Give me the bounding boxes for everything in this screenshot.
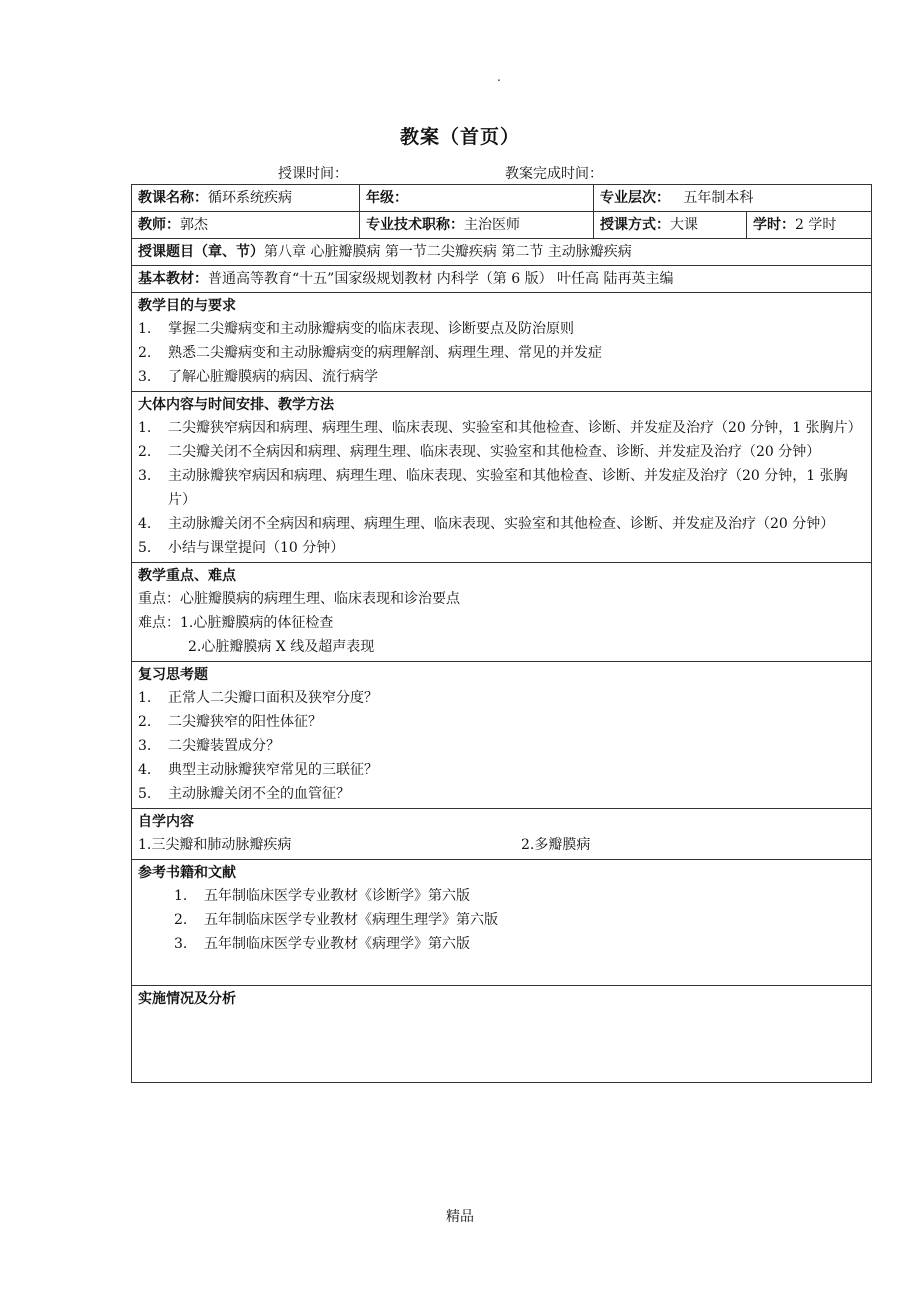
content-num: 2. — [138, 444, 152, 460]
reference-item — [138, 932, 865, 956]
review-text: 典型主动脉瓣狭窄常见的三联征？ — [168, 762, 378, 778]
title-label: 专业技术职称： — [366, 217, 464, 233]
review-heading: 复习思考题 — [138, 667, 208, 683]
content-text: 二尖瓣关闭不全病因和病理、病理生理、临床表现、实验室和其他检查、诊断、并发症及治疗（20 分钟） — [168, 444, 821, 460]
hours-value: 2 学时 — [795, 217, 837, 233]
keypoints-cell — [132, 563, 872, 662]
title-cell — [360, 212, 594, 239]
row-review — [132, 662, 872, 809]
complete-time-label: 教案完成时间： — [505, 166, 603, 182]
hours-label: 学时： — [753, 217, 795, 233]
review-num: 4. — [138, 762, 152, 778]
references-heading: 参考书籍和文献 — [138, 865, 236, 881]
self-study-heading: 自学内容 — [138, 814, 194, 830]
objective-item — [138, 365, 865, 389]
content-text: 主动脉瓣狭窄病因和病理、病理生理、临床表现、实验室和其他检查、诊断、并发症及治疗（20 分钟，1 张胸片） — [168, 468, 848, 508]
keypoints-heading: 教学重点、难点 — [138, 568, 236, 584]
review-cell — [132, 662, 872, 809]
content-num: 1. — [138, 420, 152, 436]
objective-text: 掌握二尖瓣病变和主动脉瓣病变的临床表现、诊断要点及防治原则 — [168, 321, 574, 337]
time-line — [0, 163, 920, 183]
content-cell — [132, 392, 872, 563]
row-teacher — [132, 212, 872, 239]
level-cell — [594, 185, 872, 212]
content-item — [138, 464, 865, 512]
teacher-label: 教师： — [138, 217, 180, 233]
review-num: 1. — [138, 690, 152, 706]
textbook-cell — [132, 266, 872, 293]
mode-cell — [594, 212, 747, 239]
row-textbook — [132, 266, 872, 293]
content-text: 主动脉瓣关闭不全病因和病理、病理生理、临床表现、实验室和其他检查、诊断、并发症及治疗（20 分钟） — [168, 516, 835, 532]
textbook-label: 基本教材： — [138, 271, 208, 287]
row-self-study — [132, 809, 872, 860]
content-text: 小结与课堂提问（10 分钟） — [168, 540, 345, 556]
content-item — [138, 536, 865, 560]
objectives-heading: 教学目的与要求 — [138, 298, 236, 314]
review-text: 二尖瓣装置成分？ — [168, 738, 280, 754]
objective-text: 熟悉二尖瓣病变和主动脉瓣病变的病理解剖、病理生理、常见的并发症 — [168, 345, 602, 361]
page-dot: . — [497, 70, 501, 84]
review-item — [138, 686, 865, 710]
content-num: 4. — [138, 516, 152, 532]
review-item — [138, 710, 865, 734]
difficulty-text-2: 2.心脏瓣膜病 X 线及超声表现 — [188, 639, 375, 655]
content-item — [138, 440, 865, 464]
reference-item — [138, 908, 865, 932]
objective-num: 1. — [138, 321, 152, 337]
grade-label: 年级： — [366, 190, 408, 206]
row-implementation — [132, 986, 872, 1083]
content-text: 二尖瓣狭窄病因和病理、病理生理、临床表现、实验室和其他检查、诊断、并发症及治疗（20 分钟，1 张胸片） — [168, 420, 862, 436]
teacher-cell — [132, 212, 360, 239]
course-label: 教课名称： — [138, 190, 208, 206]
reference-text: 五年制临床医学专业教材《病理学》第六版 — [204, 936, 470, 952]
grade-cell — [360, 185, 594, 212]
self-study-cell — [132, 809, 872, 860]
content-item — [138, 416, 865, 440]
topic-label: 授课题目（章、节） — [138, 244, 264, 260]
reference-num: 1. — [174, 888, 188, 904]
textbook-value: 普通高等教育“十五”国家级规划教材 内科学（第 6 版） 叶任高 陆再英主编 — [208, 271, 674, 287]
content-num: 3. — [138, 468, 152, 484]
topic-value: 第八章 心脏瓣膜病 第一节二尖瓣疾病 第二节 主动脉瓣疾病 — [264, 244, 632, 260]
content-heading: 大体内容与时间安排、教学方法 — [138, 397, 334, 413]
objective-num: 2. — [138, 345, 152, 361]
lesson-plan-table — [131, 184, 872, 1083]
course-cell — [132, 185, 360, 212]
self-study-item-1: 1.三尖瓣和肺动脉瓣疾病 — [138, 837, 292, 853]
row-keypoints — [132, 563, 872, 662]
page-title: 教案（首页） — [399, 126, 520, 148]
title-value: 主治医师 — [464, 217, 520, 233]
implementation-heading: 实施情况及分析 — [138, 991, 236, 1007]
review-text: 主动脉瓣关闭不全的血管征？ — [168, 786, 350, 802]
self-study-item-2: 2.多瓣膜病 — [521, 837, 591, 853]
review-text: 二尖瓣狭窄的阳性体征？ — [168, 714, 322, 730]
row-content — [132, 392, 872, 563]
reference-text: 五年制临床医学专业教材《诊断学》第六版 — [204, 888, 470, 904]
mode-label: 授课方式： — [600, 217, 670, 233]
topic-cell — [132, 239, 872, 266]
teacher-value: 郭杰 — [180, 217, 208, 233]
review-num: 2. — [138, 714, 152, 730]
review-item — [138, 734, 865, 758]
reference-num: 3. — [174, 936, 188, 952]
hours-cell — [747, 212, 872, 239]
reference-num: 2. — [174, 912, 188, 928]
focus-text: 重点：心脏瓣膜病的病理生理、临床表现和诊治要点 — [138, 591, 460, 607]
objective-text: 了解心脏瓣膜病的病因、流行病学 — [168, 369, 378, 385]
level-label: 专业层次： — [600, 190, 670, 206]
footer-text: 精品 — [446, 1209, 474, 1225]
review-num: 5. — [138, 786, 152, 802]
objective-num: 3. — [138, 369, 152, 385]
difficulty-text-1: 难点：1.心脏瓣膜病的体征检查 — [138, 615, 334, 631]
content-num: 5. — [138, 540, 152, 556]
teach-time-label: 授课时间： — [278, 166, 348, 182]
objective-item — [138, 317, 865, 341]
row-objectives — [132, 293, 872, 392]
row-course — [132, 185, 872, 212]
implementation-cell — [132, 986, 872, 1083]
review-item — [138, 782, 865, 806]
course-value: 循环系统疾病 — [208, 190, 292, 206]
self-study-items — [138, 833, 865, 857]
mode-value: 大课 — [670, 217, 698, 233]
review-item — [138, 758, 865, 782]
level-value: 五年制本科 — [683, 190, 754, 206]
reference-text: 五年制临床医学专业教材《病理生理学》第六版 — [204, 912, 498, 928]
content-item — [138, 512, 865, 536]
row-references — [132, 860, 872, 986]
row-topic — [132, 239, 872, 266]
review-num: 3. — [138, 738, 152, 754]
objective-item — [138, 341, 865, 365]
review-text: 正常人二尖瓣口面积及狭窄分度？ — [168, 690, 378, 706]
references-cell — [132, 860, 872, 986]
objectives-cell — [132, 293, 872, 392]
reference-item — [138, 884, 865, 908]
